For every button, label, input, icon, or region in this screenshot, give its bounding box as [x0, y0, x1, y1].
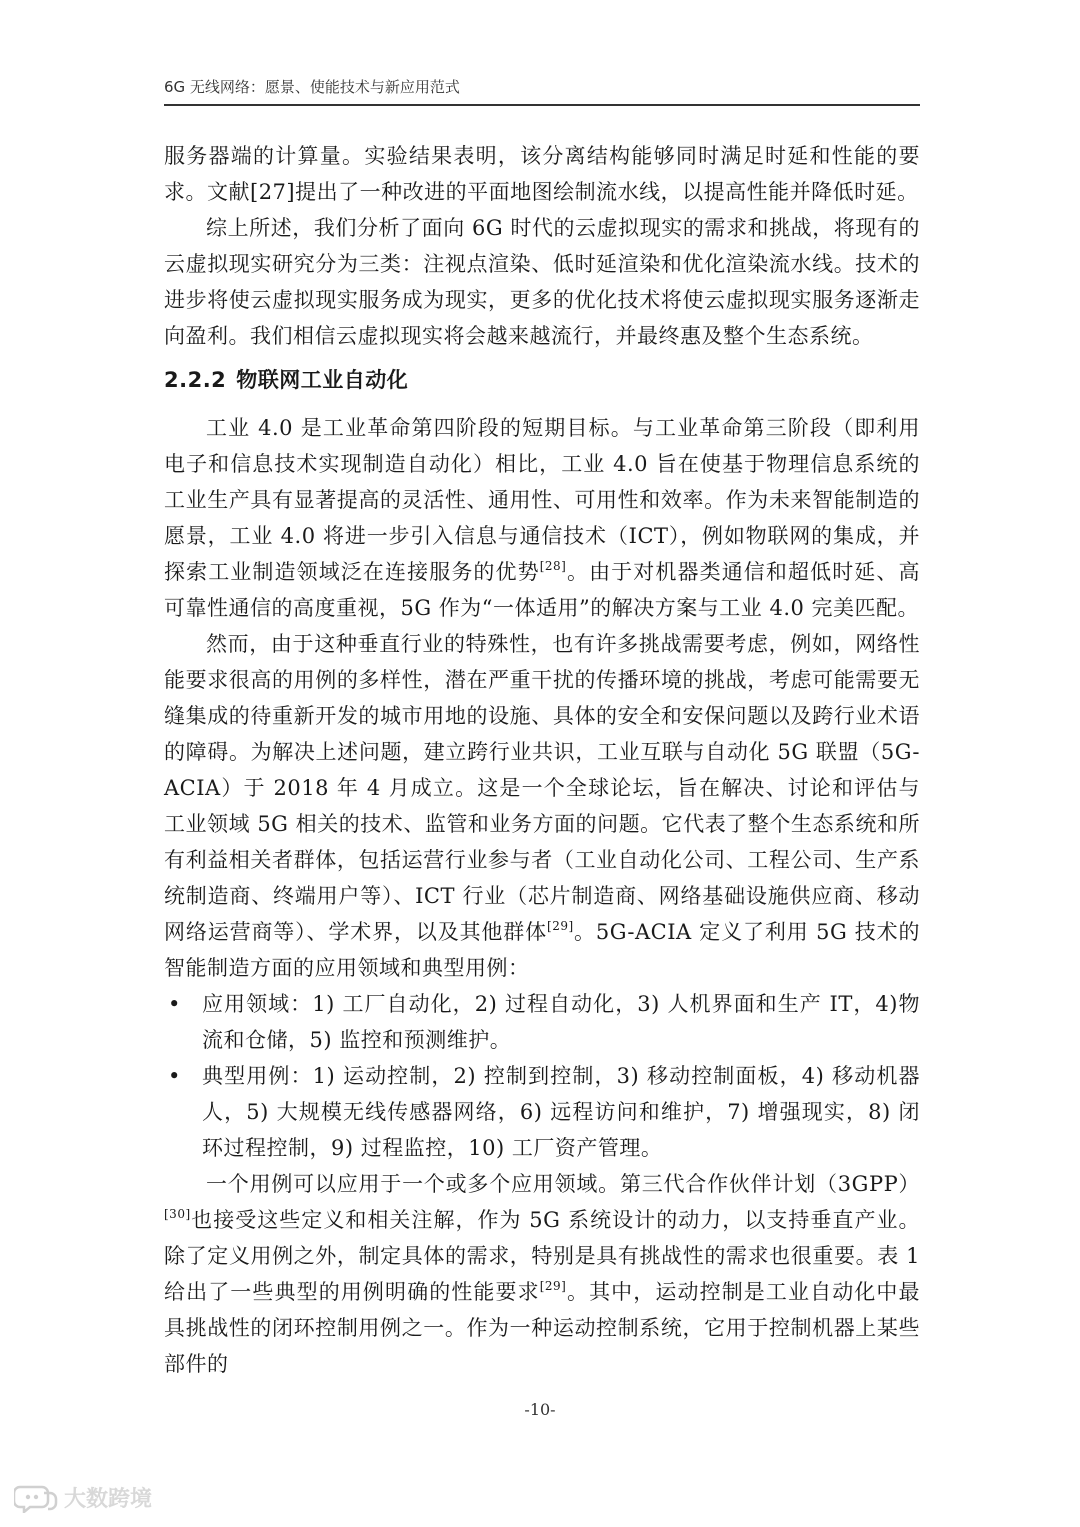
page-number: -10-: [524, 1400, 556, 1419]
paragraph-text: 也接受这些定义和相关注解，作为 5G 系统设计的动力，以支持垂直产业。除了定义用例之外，制定具体的需求，特别是具有挑战性的需求也很重要。表 1 给出了一些典型的用例明确的性能要求: [164, 1208, 920, 1304]
citation-ref: [29]: [539, 1279, 567, 1293]
paragraph-industry40: [164, 410, 920, 626]
bullet-item: [164, 1058, 920, 1166]
bullet-text: 应用领域：1) 工厂自动化，2) 过程自动化，3) 人机界面和生产 IT，4)物流和仓储，5) 监控和预测维护。: [202, 992, 920, 1052]
section-title: 物联网工业自动化: [236, 368, 409, 392]
chat-bubble-logo-icon: [14, 1483, 58, 1513]
section-block: [164, 362, 920, 398]
paragraph-text: 然而，由于这种垂直行业的特殊性，也有许多挑战需要考虑，例如，网络性能要求很高的用例的多样性，潜在严重干扰的传播环境的挑战，考虑可能需要无缝集成的待重新开发的城市用地的设施、具体的安全和安保问题以及跨行业术语的障碍。为解决上述问题，建立跨行业共识，工业互联与自动化 5G 联盟（5G-ACIA）于 2018 年 4 月成立。这是一个全球论坛，旨在解决、讨论和评估与工业领域 5G 相关的技术、监管和业务方面的问题。它代表了整个生态系统和所有利益相关者群体，包括运营行业参与者（工业自动化公司、工程公司、生产系统制造商、终端用户等）、ICT 行业（芯片制造商、网络基础设施供应商、移动网络运营商等）、学术界，以及其他群体: [164, 632, 920, 944]
bullet-dot-icon: •: [168, 1064, 181, 1088]
section-heading: [164, 362, 920, 398]
body-text-top: [164, 138, 920, 354]
body-text-main: [164, 410, 920, 1382]
watermark-text: 大数跨境: [64, 1487, 153, 1512]
paragraph-text: 工业 4.0 是工业革命第四阶段的短期目标。与工业革命第三阶段（即利用电子和信息技术实现制造自动化）相比，工业 4.0 旨在使基于物理信息系统的工业生产具有显著提高的灵活性、通用性、可用性和效率。作为未来智能制造的愿景，工业 4.0 将进一步引入信息与通信技术（ICT），例如物联网的集成，并探索工业制造领域泛在连接服务的优势: [164, 416, 920, 584]
paragraph-challenges: [164, 626, 920, 986]
citation-ref: [28]: [539, 559, 567, 573]
header-title: 6G 无线网络：愿景、使能技术与新应用范式: [164, 78, 460, 96]
paragraph-text: 。其中，运动控制是工业自动化中最具挑战性的闭环控制用例之一。作为一种运动控制系统，它用于控制机器上某些部件的: [164, 1280, 921, 1376]
paragraph-text: 一个用例可以应用于一个或多个应用领域。第三代合作伙伴计划（3GPP）: [206, 1172, 920, 1196]
section-number: 2.2.2: [164, 368, 227, 392]
citation-ref: [29]: [547, 919, 574, 933]
citation-ref: [30]: [164, 1207, 191, 1221]
watermark: [14, 1482, 152, 1513]
bullet-dot-icon: •: [168, 992, 181, 1016]
page-header: [164, 76, 920, 106]
paragraph-summary: 综上所述，我们分析了面向 6G 时代的云虚拟现实的需求和挑战，将现有的云虚拟现实研究分为三类：注视点渲染、低时延渲染和优化渲染流水线。技术的进步将使云虚拟现实服务成为现实，更多的优化技术将使云虚拟现实服务逐渐走向盈利。我们相信云虚拟现实将会越来越流行，并最终惠及整个生态系统。: [164, 216, 920, 348]
bullet-text: 典型用例：1) 运动控制，2) 控制到控制，3) 移动控制面板，4) 移动机器人，5) 大规模无线传感器网络，6) 远程访问和维护，7) 增强现实，8) 闭环过程控制，9) 过程监控，10) 工厂资产管理。: [202, 1064, 920, 1160]
paragraph-continuation: 服务器端的计算量。实验结果表明，该分离结构能够同时满足时延和性能的要求。文献[27]提出了一种改进的平面地图绘制流水线，以提高性能并降低时延。: [164, 144, 920, 204]
paragraph-use-cases: [164, 1166, 920, 1382]
paragraph-text: 。由于对机器类通信和超低时延、高可靠性通信的高度重视，5G 作为“一体适用”的解决方案与工业 4.0 完美匹配。: [164, 560, 921, 620]
bullet-item: [164, 986, 920, 1058]
paragraph-text: 。5G-ACIA 定义了利用 5G 技术的智能制造方面的应用领域和典型用例：: [164, 920, 920, 980]
